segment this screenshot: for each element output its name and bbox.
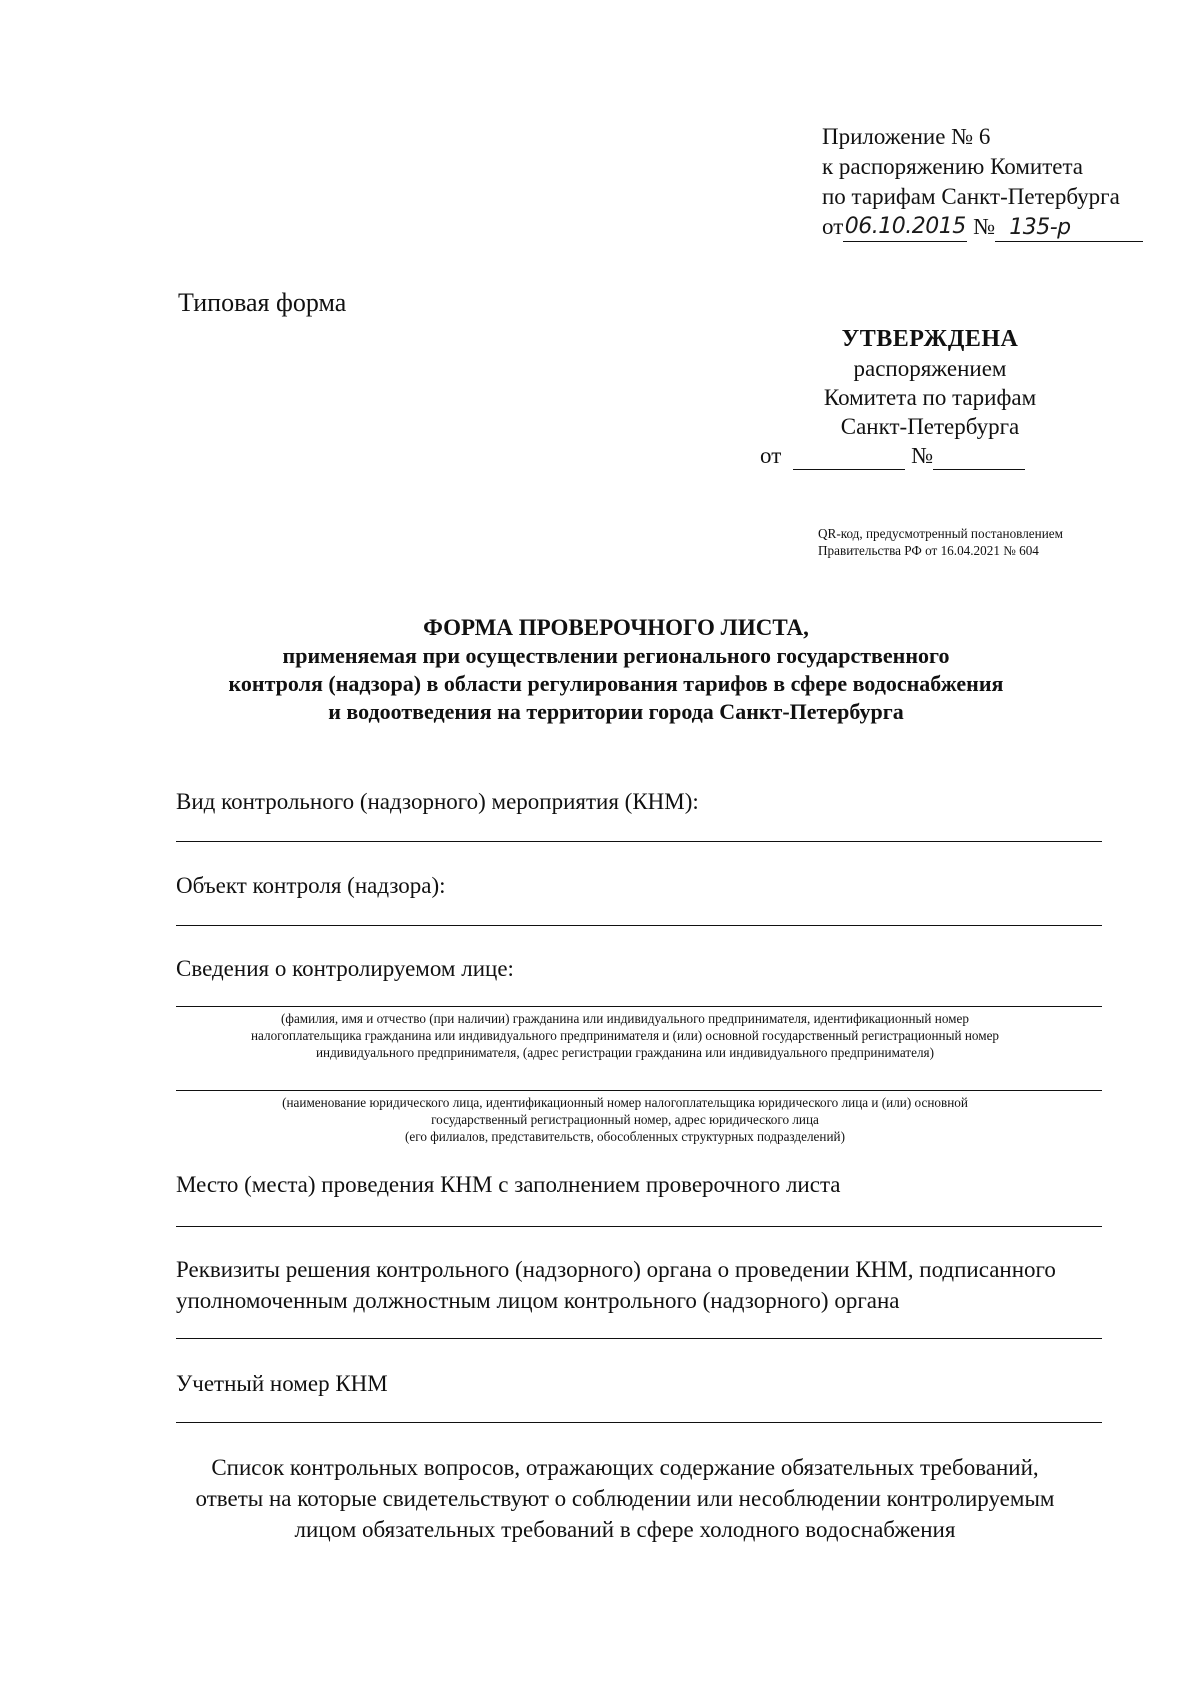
qr-note [818, 525, 1138, 559]
list-title-line-2: ответы на которые свидетельствуют о соблюдении или несоблюдении контролируемым [195, 1486, 1055, 1511]
field-object-line[interactable] [176, 925, 1102, 926]
field-place-line[interactable] [176, 1226, 1102, 1227]
approved-signature-line [760, 441, 1060, 470]
list-title-line-1: Список контрольных вопросов, отражающих содержание обязательных требований, [211, 1455, 1039, 1480]
appendix-block [822, 122, 1182, 242]
person-hint-1-line-2: налогоплательщика гражданина или индивидуального предпринимателя и (или) основной государственный регистрационный номер [250, 1028, 1000, 1043]
field-person-label: Сведения о контролируемом лице: [176, 956, 514, 981]
approved-line-3: Санкт-Петербурга [840, 414, 1020, 439]
title-line-3: контроля (надзора) в области регулирования тарифов в сфере водоснабжения [228, 671, 1004, 696]
appendix-line-1: Приложение № 6 [822, 124, 991, 149]
field-kind-label: Вид контрольного (надзорного) мероприятия (КНМ): [176, 789, 699, 814]
field-person-hint-1 [150, 1010, 1100, 1061]
appendix-no: № [973, 214, 996, 239]
person-hint-1-line-1: (фамилия, имя и отчество (при наличии) гражданина или индивидуального предпринимателя, идентификационный номер [281, 1011, 969, 1026]
field-place-label: Место (места) проведения КНМ с заполнением проверочного листа [176, 1172, 841, 1197]
field-kind-line[interactable] [176, 841, 1102, 842]
approved-number-blank [933, 447, 1025, 470]
field-decision-line[interactable] [176, 1338, 1102, 1339]
qr-note-line-1: QR-код, предусмотренный постановлением [818, 526, 1063, 541]
title-line-1: ФОРМА ПРОВЕРОЧНОГО ЛИСТА, [423, 615, 809, 640]
title-line-2: применяемая при осуществлении регионального государственного [282, 643, 950, 668]
control-questions-title [150, 1452, 1100, 1545]
appendix-signature-line [822, 212, 1182, 242]
approved-line-1: распоряжением [853, 356, 1007, 381]
appendix-line-3: по тарифам Санкт-Петербурга [822, 184, 1120, 209]
qr-note-line-2: Правительства РФ от 16.04.2021 № 604 [818, 543, 1039, 558]
appendix-date-handwritten: 06.10.2015 [843, 213, 967, 242]
field-object-label: Объект контроля (надзора): [176, 873, 446, 898]
approved-heading: УТВЕРЖДЕНА [841, 326, 1019, 352]
appendix-ot: от [822, 214, 844, 239]
approved-date-blank [793, 447, 905, 470]
document-title [160, 614, 1072, 726]
appendix-line-2: к распоряжению Комитета [822, 154, 1083, 179]
field-decision-label-1: Реквизиты решения контрольного (надзорного) органа о проведении КНМ, подписанного [176, 1257, 1056, 1282]
person-hint-2-line-1: (наименование юридического лица, идентификационный номер налогоплательщика юридического лица и (или) основной [282, 1095, 968, 1110]
approved-line-2: Комитета по тарифам [823, 385, 1037, 410]
approved-ot: от [760, 443, 782, 468]
person-hint-2-line-3: (его филиалов, представительств, обособленных структурных подразделений) [405, 1129, 845, 1144]
field-decision-label-2: уполномоченным должностным лицом контрольного (надзорного) органа [176, 1288, 900, 1313]
title-line-4: и водоотведения на территории города Санкт-Петербурга [328, 699, 904, 724]
approved-no: № [911, 443, 934, 468]
person-hint-2-line-2: государственный регистрационный номер, адрес юридического лица [431, 1112, 819, 1127]
field-person-hint-2 [150, 1094, 1100, 1145]
field-person-line-2[interactable] [176, 1090, 1102, 1091]
approved-block [760, 325, 1060, 470]
list-title-line-3: лицом обязательных требований в сфере холодного водоснабжения [294, 1517, 956, 1542]
appendix-number-handwritten: 135-р [995, 214, 1143, 242]
field-person-line-1[interactable] [176, 1006, 1102, 1007]
field-account-label: Учетный номер КНМ [176, 1371, 388, 1396]
form-type: Типовая форма [178, 288, 347, 317]
field-account-line[interactable] [176, 1422, 1102, 1423]
person-hint-1-line-3: индивидуального предпринимателя, (адрес регистрации гражданина или индивидуального предпринимателя) [315, 1045, 935, 1060]
